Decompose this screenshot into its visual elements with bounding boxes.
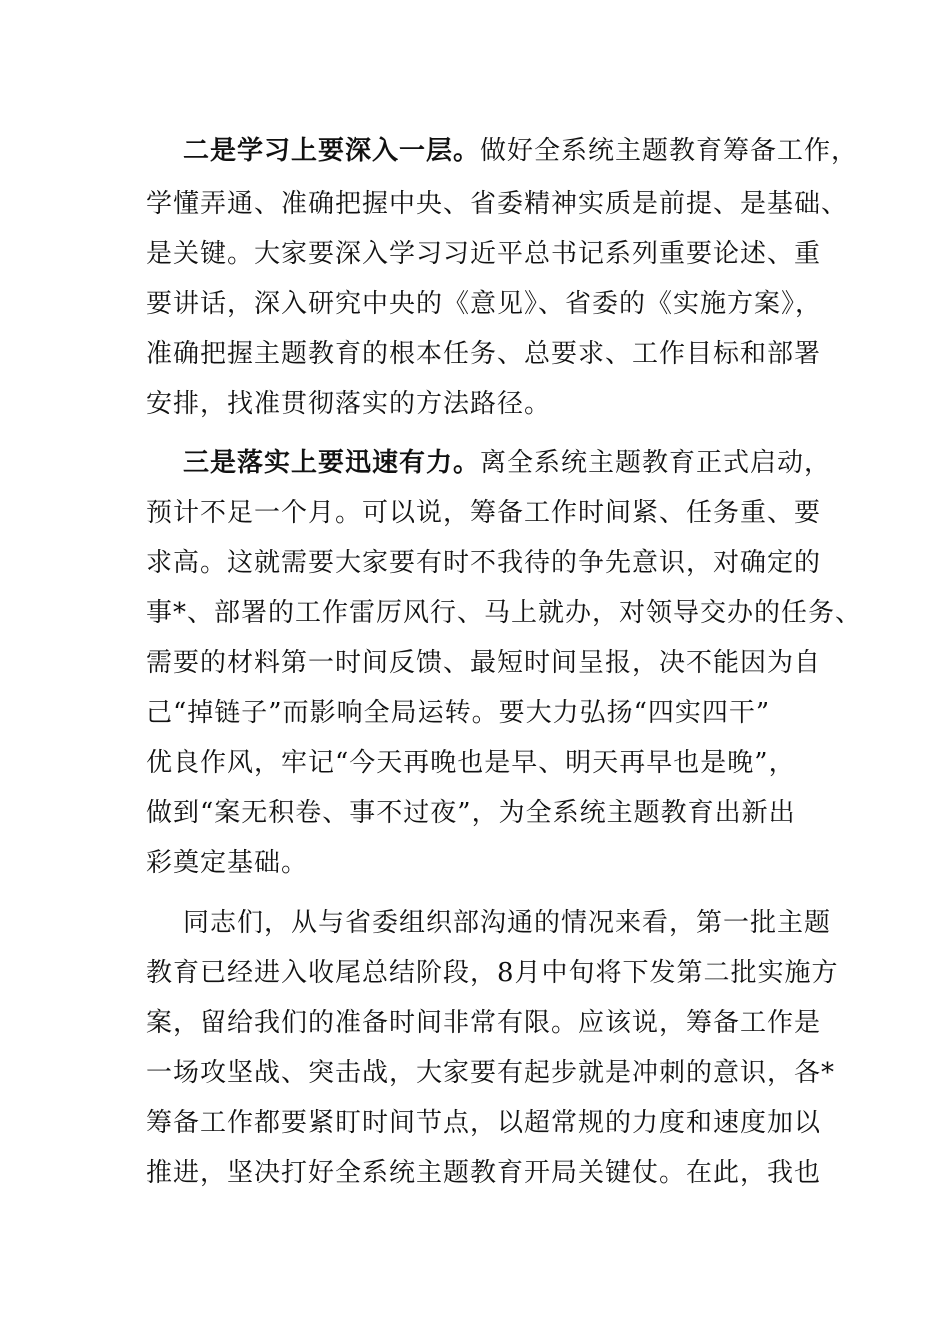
paragraph-2-line-6: 己“掉链子”而影响全局运转。要大力弘扬“四实四干”	[146, 698, 771, 728]
paragraph-3-line-6: 推进，坚决打好全系统主题教育开局关键仗。在此，我也	[146, 1158, 822, 1188]
paragraph-1-line-3: 是关键。大家要深入学习习近平总书记系列重要论述、重	[146, 239, 822, 269]
paragraph-2-line-8: 做到“案无积卷、事不过夜”，为全系统主题教育出新出	[146, 798, 796, 828]
paragraph-2-line-9: 彩奠定基础。	[146, 848, 309, 878]
paragraph-3-line-2: 教育已经进入收尾总结阶段，8月中旬将下发第二批实施方	[146, 958, 839, 988]
paragraph-1-line-6: 安排，找准贯彻落实的方法路径。	[146, 389, 552, 419]
paragraph-1-line-2: 学懂弄通、准确把握中央、省委精神实质是前提、是基础、	[146, 189, 849, 219]
paragraph-1-line-5: 准确把握主题教育的根本任务、总要求、工作目标和部署	[146, 339, 822, 369]
paragraph-1-line-1	[183, 131, 858, 171]
paragraph-2-line-3: 求高。这就需要大家要有时不我待的争先意识，对确定的	[146, 548, 822, 578]
paragraph-1-lead: 二是学习上要深入一层。	[183, 136, 481, 166]
paragraph-3-line-4: 一场攻坚战、突击战，大家要有起步就是冲刺的意识，各*	[146, 1058, 836, 1088]
paragraph-3-line-3: 案，留给我们的准备时间非常有限。应该说，筹备工作是	[146, 1008, 822, 1038]
paragraph-2-line-2: 预计不足一个月。可以说，筹备工作时间紧、任务重、要	[146, 498, 822, 528]
paragraph-2-lead: 三是落实上要迅速有力。	[183, 448, 481, 478]
paragraph-2-line-5: 需要的材料第一时间反馈、最短时间呈报，决不能因为自	[146, 648, 822, 678]
paragraph-2-line-1	[183, 443, 831, 483]
paragraph-3-line-1: 同志们，从与省委组织部沟通的情况来看，第一批主题	[183, 908, 832, 938]
paragraph-1-text: 做好全系统主题教育筹备工作，	[480, 136, 859, 166]
paragraph-2-line-4: 事*、部署的工作雷厉风行、马上就办，对领导交办的任务、	[146, 598, 863, 628]
paragraph-3-line-5: 筹备工作都要紧盯时间节点，以超常规的力度和速度加以	[146, 1108, 822, 1138]
paragraph-2-line-7: 优良作风，牢记“今天再晚也是早、明天再早也是晚”，	[146, 748, 796, 778]
paragraph-1-line-4: 要讲话，深入研究中央的《意见》、省委的《实施方案》，	[146, 289, 823, 319]
paragraph-2-text: 离全系统主题教育正式启动，	[480, 448, 832, 478]
